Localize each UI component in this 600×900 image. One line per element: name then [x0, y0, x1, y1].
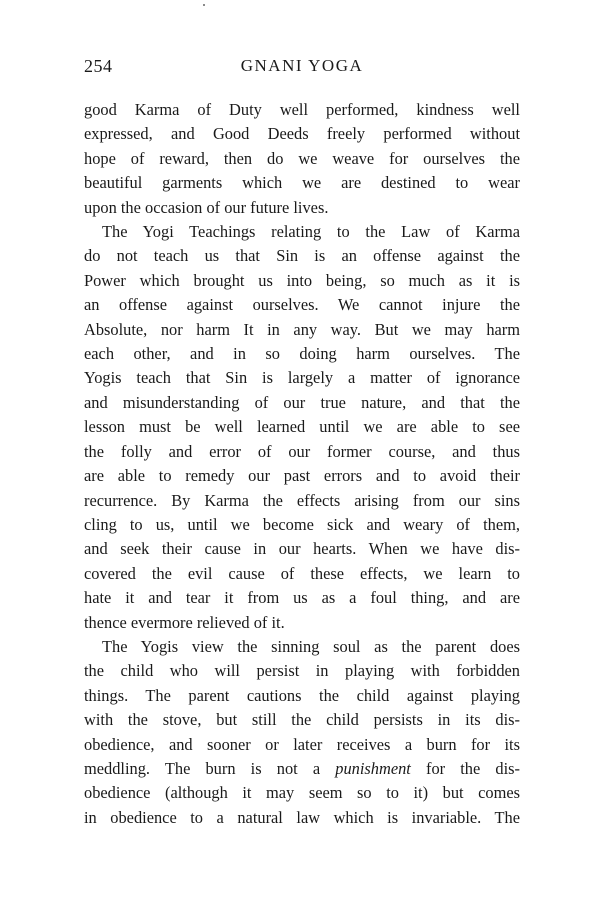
text-line: obedience (although it may seem so to it) but comes	[84, 783, 520, 803]
text-line: obedience, and sooner or later receives a burn for its	[84, 734, 520, 754]
text-line: Yogis teach that Sin is largely a matter of ignorance	[84, 368, 520, 388]
text-line-with-emphasis	[84, 757, 520, 781]
running-title: GNANI YOGA	[240, 56, 364, 75]
body-text	[84, 98, 520, 830]
text-line: hope of reward, then do we weave for ourselves the	[84, 148, 520, 168]
page-header	[84, 56, 520, 80]
text-line: and misunderstanding of our true nature, and that the	[84, 392, 520, 412]
text-line: upon the occasion of our future lives.	[84, 197, 329, 217]
text-line: Power which brought us into being, so much as it is	[84, 270, 520, 290]
text-line: thence evermore relieved of it.	[84, 612, 285, 632]
text-line: The Yogis view the sinning soul as the parent does	[102, 636, 520, 656]
text-line: the child who will persist in playing with forbidden	[84, 661, 520, 681]
text-line: do not teach us that Sin is an offense against the	[84, 246, 520, 266]
text-line: beautiful garments which we are destined to wear	[84, 173, 520, 193]
text-line: the folly and error of our former course, and thus	[84, 441, 520, 461]
text-fragment: meddling. The burn is not a	[84, 758, 336, 778]
text-line: covered the evil cause of these effects, we learn to	[84, 563, 520, 583]
text-line: lesson must be well learned until we are able to see	[84, 417, 520, 437]
text-line: an offense against ourselves. We cannot injure the	[84, 295, 520, 315]
text-line: The Yogi Teachings relating to the Law of Karma	[102, 222, 520, 242]
text-line: recurrence. By Karma the effects arising from our sins	[84, 490, 520, 510]
paper-speck	[203, 4, 205, 6]
page-number: 254	[84, 56, 113, 76]
text-line: cling to us, until we become sick and weary of them,	[84, 514, 520, 534]
text-line: with the stove, but still the child persists in its dis-	[84, 710, 520, 730]
text-line: Absolute, nor harm It in any way. But we may harm	[84, 319, 520, 339]
text-line: good Karma of Duty well performed, kindness well	[84, 100, 520, 119]
text-line: each other, and in so doing harm ourselves. The	[84, 344, 520, 364]
text-line: expressed, and Good Deeds freely performed without	[84, 124, 520, 144]
text-line: are able to remedy our past errors and to avoid their	[84, 466, 520, 486]
text-line: things. The parent cautions the child against playing	[84, 685, 520, 705]
emphasized-word: punishment	[335, 758, 411, 778]
paragraph-1	[84, 98, 520, 220]
text-line: in obedience to a natural law which is invariable. The	[84, 807, 520, 827]
paragraph-3	[84, 635, 520, 830]
text-line: and seek their cause in our hearts. When we have dis-	[84, 539, 520, 559]
paragraph-2	[84, 220, 520, 635]
text-fragment: for the dis-	[410, 758, 520, 778]
text-line: hate it and tear it from us as a foul thing, and are	[84, 588, 520, 608]
